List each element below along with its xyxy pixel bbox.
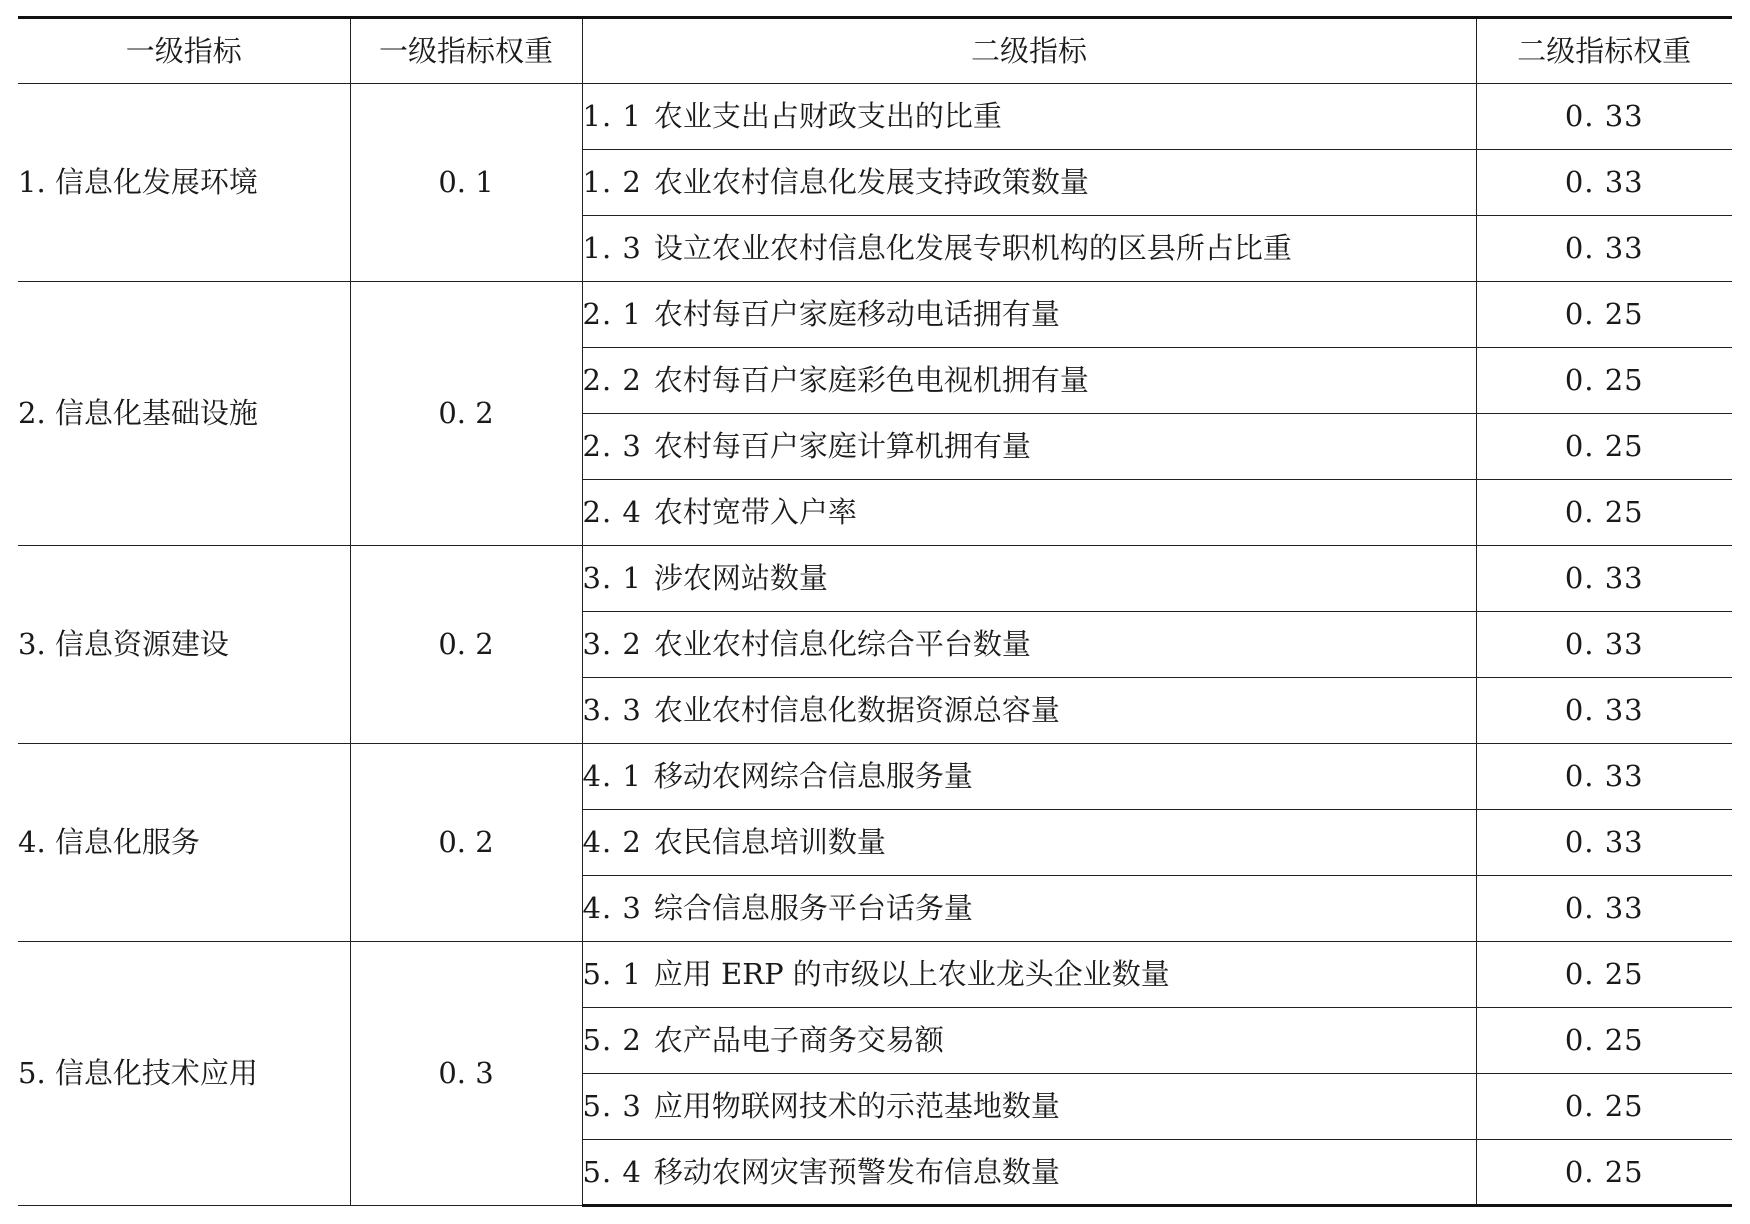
table-row (18, 546, 1732, 612)
level2-indicator-weight: 0. 33 (1476, 150, 1732, 216)
level2-indicator-code: 5. 3 (582, 1089, 642, 1123)
level2-indicator-name: 农村每百户家庭计算机拥有量 (653, 429, 1031, 463)
level2-indicator-code: 1. 1 (582, 99, 642, 133)
level2-indicator-weight: 0. 25 (1476, 282, 1732, 348)
table-row (18, 744, 1732, 810)
level2-indicator-weight: 0. 33 (1476, 876, 1732, 942)
level2-indicator-name: 设立农业农村信息化发展专职机构的区县所占比重 (653, 231, 1292, 265)
level2-indicator (582, 612, 1476, 678)
level2-indicator-weight: 0. 25 (1476, 942, 1732, 1008)
header-level1-weight: 一级指标权重 (350, 18, 582, 84)
level1-indicator-weight: 0. 2 (350, 546, 582, 744)
level2-indicator-name: 移动农网灾害预警发布信息数量 (653, 1154, 1060, 1189)
level1-indicator-name: 4. 信息化服务 (18, 744, 350, 942)
level2-indicator-weight: 0. 33 (1476, 678, 1732, 744)
level2-indicator-weight: 0. 25 (1476, 480, 1732, 546)
level2-indicator-name: 农村宽带入户率 (653, 495, 857, 529)
level2-indicator (582, 1140, 1476, 1206)
level2-indicator-weight: 0. 33 (1476, 810, 1732, 876)
level2-indicator-code: 2. 4 (582, 495, 642, 529)
header-level2-indicator: 二级指标 (582, 18, 1476, 84)
level2-indicator-code: 2. 2 (582, 363, 642, 397)
level2-indicator (582, 1074, 1476, 1140)
level2-indicator-code: 2. 1 (582, 297, 642, 331)
level2-indicator (582, 942, 1476, 1008)
level2-indicator-code: 1. 3 (582, 231, 642, 265)
level2-indicator (582, 348, 1476, 414)
header-level2-weight: 二级指标权重 (1476, 18, 1732, 84)
level2-indicator-code: 3. 2 (582, 627, 642, 661)
level2-indicator-name: 移动农网综合信息服务量 (653, 759, 973, 793)
level2-indicator-weight: 0. 25 (1476, 1074, 1732, 1140)
level2-indicator (582, 546, 1476, 612)
level2-indicator-code: 4. 3 (582, 891, 642, 925)
header-row (18, 18, 1732, 84)
table-body (18, 84, 1732, 1206)
level1-indicator-weight: 0. 2 (350, 744, 582, 942)
level2-indicator-weight: 0. 25 (1476, 1008, 1732, 1074)
level2-indicator-name: 农村每百户家庭彩色电视机拥有量 (653, 363, 1089, 397)
table-header (18, 18, 1732, 84)
level2-indicator-name: 农业支出占财政支出的比重 (653, 99, 1002, 133)
level2-indicator-weight: 0. 33 (1476, 546, 1732, 612)
level1-indicator-weight: 0. 3 (350, 942, 582, 1206)
level2-indicator-name: 农村每百户家庭移动电话拥有量 (653, 297, 1060, 331)
level2-indicator-weight: 0. 33 (1476, 216, 1732, 282)
level1-indicator-name: 1. 信息化发展环境 (18, 84, 350, 282)
level2-indicator (582, 150, 1476, 216)
level2-indicator-code: 2. 3 (582, 429, 642, 463)
level2-indicator-code: 5. 2 (582, 1023, 642, 1057)
level2-indicator-name: 农业农村信息化数据资源总容量 (653, 693, 1060, 727)
level2-indicator (582, 414, 1476, 480)
level2-indicator-name: 农产品电子商务交易额 (653, 1023, 944, 1057)
level1-indicator-weight: 0. 1 (350, 84, 582, 282)
level2-indicator-weight: 0. 25 (1476, 414, 1732, 480)
level2-indicator-name: 应用物联网技术的示范基地数量 (653, 1089, 1060, 1123)
level2-indicator-name: 应用 ERP 的市级以上农业龙头企业数量 (653, 957, 1170, 991)
level2-indicator-weight: 0. 25 (1476, 348, 1732, 414)
level1-indicator-name: 2. 信息化基础设施 (18, 282, 350, 546)
header-level1-indicator: 一级指标 (18, 18, 350, 84)
table-row (18, 84, 1732, 150)
level2-indicator-weight: 0. 33 (1476, 612, 1732, 678)
level2-indicator (582, 1008, 1476, 1074)
level2-indicator-name: 综合信息服务平台话务量 (653, 891, 973, 925)
level2-indicator-weight: 0. 33 (1476, 744, 1732, 810)
level2-indicator (582, 810, 1476, 876)
level2-indicator-code: 1. 2 (582, 165, 642, 199)
level2-indicator-weight: 0. 25 (1476, 1140, 1732, 1206)
level2-indicator-name: 农民信息培训数量 (653, 825, 886, 859)
level2-indicator-code: 5. 1 (582, 957, 642, 991)
indicator-weight-table (18, 16, 1732, 1207)
level2-indicator-code: 3. 3 (582, 693, 642, 727)
level2-indicator (582, 84, 1476, 150)
level2-indicator (582, 876, 1476, 942)
level1-indicator-weight: 0. 2 (350, 282, 582, 546)
level2-indicator (582, 282, 1476, 348)
level2-indicator-name: 农业农村信息化发展支持政策数量 (653, 165, 1089, 199)
level1-indicator-name: 3. 信息资源建设 (18, 546, 350, 744)
level2-indicator (582, 480, 1476, 546)
level2-indicator (582, 216, 1476, 282)
level2-indicator-code: 5. 4 (582, 1154, 642, 1189)
table-row (18, 942, 1732, 1008)
level2-indicator (582, 744, 1476, 810)
level2-indicator-weight: 0. 33 (1476, 84, 1732, 150)
level2-indicator-code: 4. 1 (582, 759, 642, 793)
level2-indicator (582, 678, 1476, 744)
level2-indicator-name: 农业农村信息化综合平台数量 (653, 627, 1031, 661)
level2-indicator-code: 4. 2 (582, 825, 642, 859)
level2-indicator-name: 涉农网站数量 (653, 561, 828, 595)
level2-indicator-code: 3. 1 (582, 561, 642, 595)
table-row (18, 282, 1732, 348)
level1-indicator-name: 5. 信息化技术应用 (18, 942, 350, 1206)
